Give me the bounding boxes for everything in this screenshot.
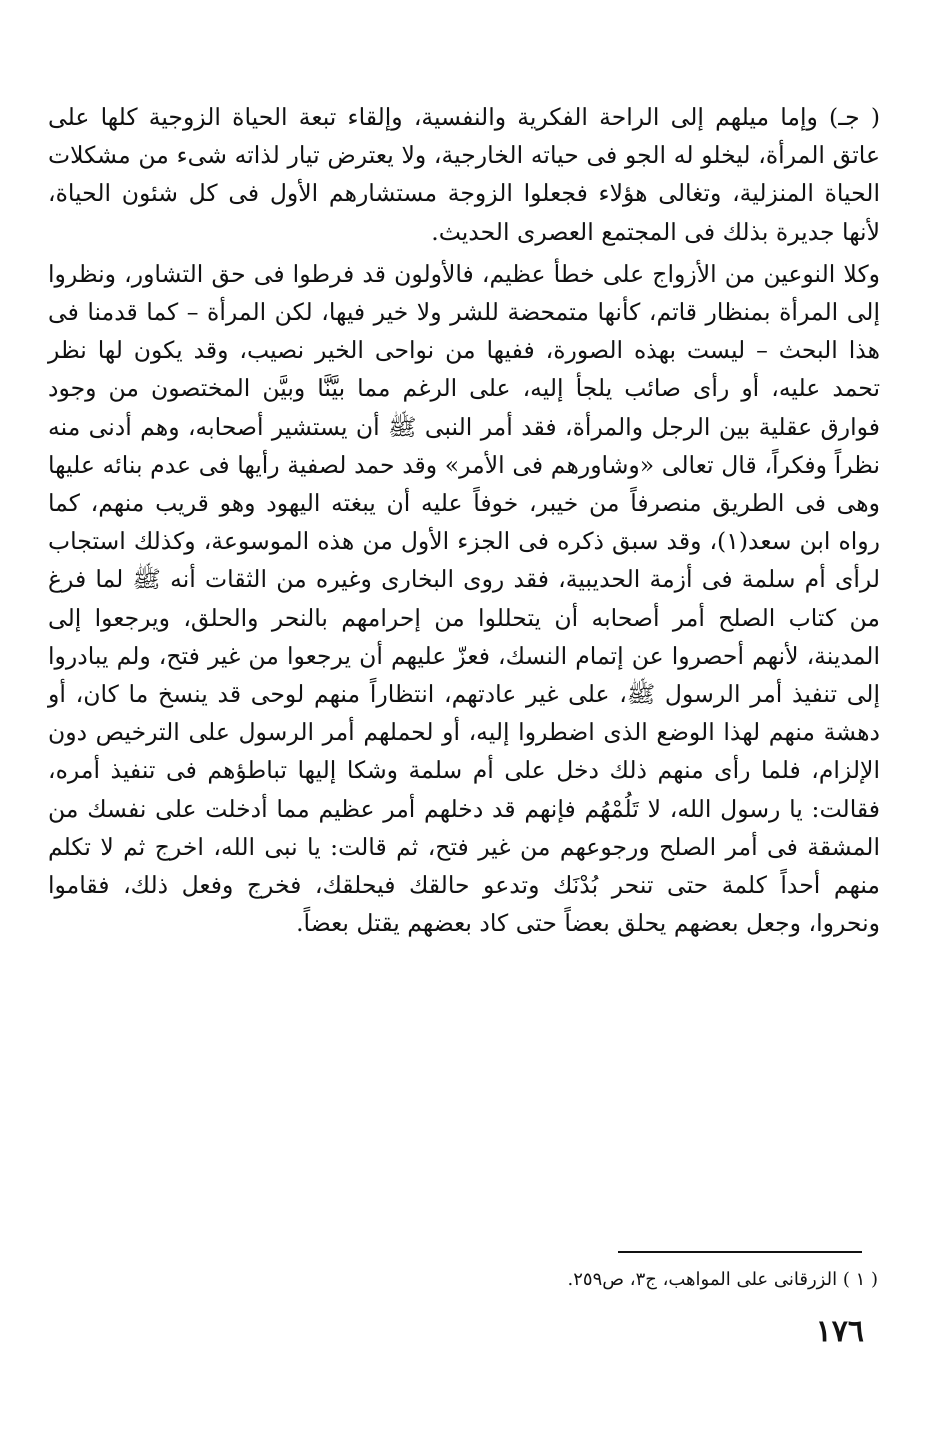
main-text [48,98,880,942]
footnote: ( ١ ) الزرقانى على المواهب، ج٣، ص٢٥٩. [567,1269,878,1290]
page-number: ١٧٦ [815,1314,864,1349]
footnote-divider [618,1251,862,1253]
paragraph-2: وكلا النوعين من الأزواج على خطأ عظيم، فالأولون قد فرطوا فى حق التشاور، ونظروا إلى المرأة بمنظار قاتم، كأنها متمحضة للشر ولا خير فيها، لكن المرأة – كما قدمنا فى هذا البحث – ليست بهذه الصورة، ففيها من نواحى الخير نصيب، وقد يكون لها نظر تحمد عليه، أو رأى صائب يلجأ إليه، على الرغم مما بيَّنَّا وبيَّن المختصون من وجود فوارق عقلية بين الرجل والمرأة، فقد أمر النبى ﷺ أن يستشير أصحابه، وهم أدنى منه نظراً وفكراً، قال تعالى «وشاورهم فى الأمر» وقد حمد لصفية رأيها فى عدم بنائه عليها وهى فى الطريق منصرفاً من خيبر، خوفاً عليه أن يبغته اليهود وهو قريب منهم، كما رواه ابن سعد(١)، وقد سبق ذكره فى الجزء الأول من هذه الموسوعة، وكذلك استجاب لرأى أم سلمة فى أزمة الحديبية، فقد روى البخارى وغيره من الثقات أنه ﷺ لما فرغ من كتاب الصلح أمر أصحابه أن يتحللوا من إحرامهم بالنحر والحلق، ويرجعوا إلى المدينة، لأنهم أحصروا عن إتمام النسك، فعزّ عليهم أن يرجعوا من غير فتح، ولم يبادروا إلى تنفيذ أمر الرسول ﷺ، على غير عادتهم، انتظاراً منهم لوحى قد ينسخ ما كان، أو دهشة منهم لهذا الوضع الذى اضطروا إليه، أو لحملهم أمر الرسول على الترخيص دون الإلزام، فلما رأى منهم ذلك دخل على أم سلمة وشكا إليها تباطؤهم فى تنفيذ أمره، فقالت: يا رسول الله، لا تَلُمْهُم فإنهم قد دخلهم أمر عظيم مما أدخلت على نفسك من المشقة فى أمر الصلح ورجوعهم من غير فتح، ثم قالت: يا نبى الله، اخرج ثم لا تكلم منهم أحداً كلمة حتى تنحر بُدْنَك وتدعو حالقك فيحلقك، فخرج وفعل ذلك، فقاموا ونحروا، وجعل بعضهم يحلق بعضاً حتى كاد بعضهم يقتل بعضاً. [48,259,880,938]
paragraph-1: ( جـ) وإما ميلهم إلى الراحة الفكرية والنفسية، وإلقاء تبعة الحياة الزوجية كلها على عاتق المرأة، ليخلو له الجو فى حياته الخارجية، ولا يعترض تيار لذاته شىء من مشكلات الحياة المنزلية، وتغالى هؤلاء فجعلوا الزوجة مستشارهم الأول فى كل شئون الحياة، لأنها جديرة بذلك فى المجتمع العصرى الحديث. [48,103,880,246]
